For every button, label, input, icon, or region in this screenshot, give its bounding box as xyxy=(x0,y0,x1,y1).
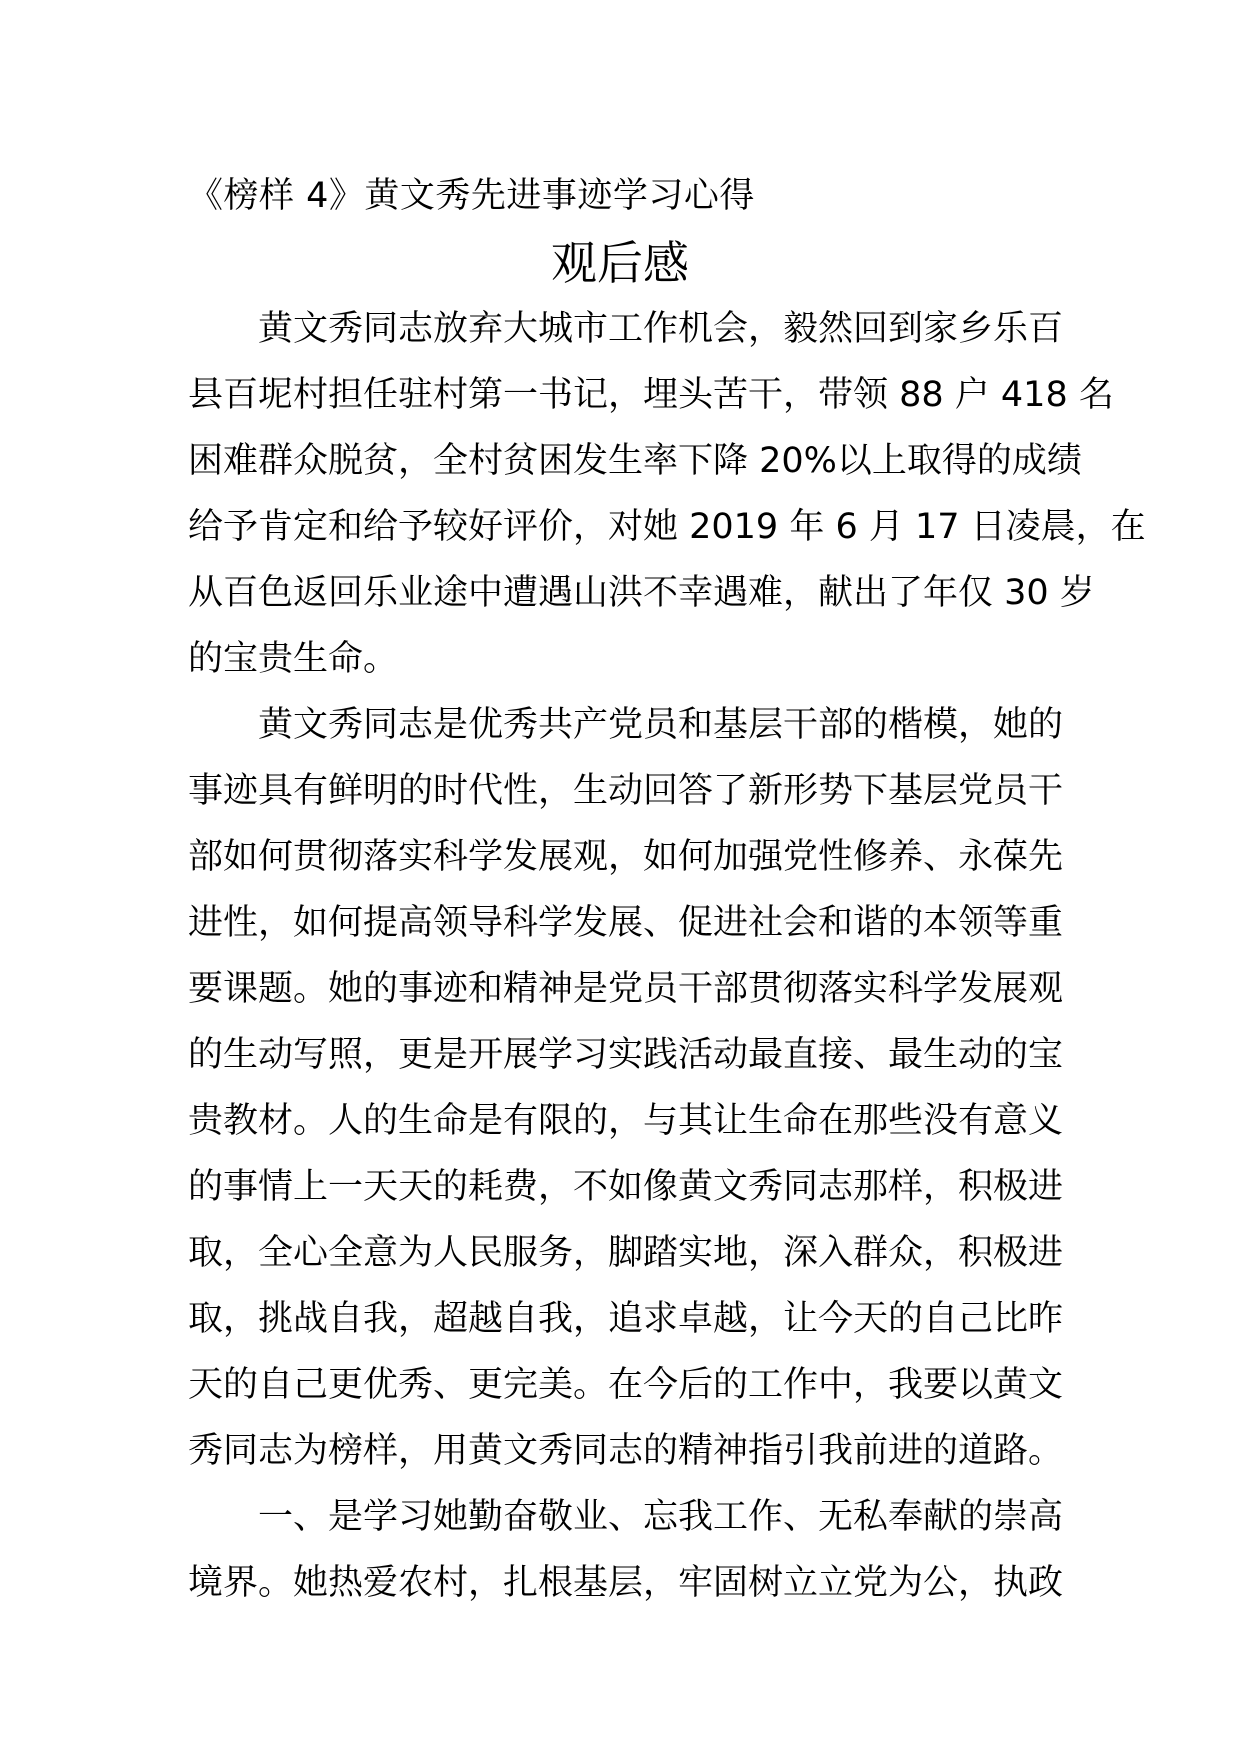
paragraph-2-line-7: 贵教材。人的生命是有限的，与其让生命在那些没有意义 xyxy=(188,1101,1064,1141)
paragraph-1-line-2: 县百坭村担任驻村第一书记，埋头苦干，带领 88 户 418 名 xyxy=(188,375,1114,415)
paragraph-2-line-4: 进性，如何提高领导科学发展、促进社会和谐的本领等重 xyxy=(188,903,1064,943)
paragraph-1-line-3: 困难群众脱贫，全村贫困发生率下降 20%以上取得的成绩 xyxy=(188,441,1082,481)
paragraph-3-line-2: 境界。她热爱农村，扎根基层，牢固树立立党为公，执政 xyxy=(188,1563,1064,1603)
document-body xyxy=(188,296,1146,1616)
paragraph-1-line-1: 黄文秀同志放弃大城市工作机会，毅然回到家乡乐百 xyxy=(258,309,1064,349)
paragraph-3-line-1: 一、是学习她勤奋敬业、忘我工作、无私奉献的崇高 xyxy=(258,1497,1064,1537)
paragraph-2-line-12: 秀同志为榜样，用黄文秀同志的精神指引我前进的道路。 xyxy=(188,1431,1064,1471)
paragraph-1-line-6: 的宝贵生命。 xyxy=(188,639,399,679)
paragraph-2-line-8: 的事情上一天天的耗费，不如像黄文秀同志那样，积极进 xyxy=(188,1167,1064,1207)
paragraph-1-line-5: 从百色返回乐业途中遭遇山洪不幸遇难，献出了年仅 30 岁 xyxy=(188,573,1095,613)
document-title-line-1: 《榜样 4》黄文秀先进事迹学习心得 xyxy=(188,176,755,216)
paragraph-2-line-5: 要课题。她的事迹和精神是党员干部贯彻落实科学发展观 xyxy=(188,969,1064,1009)
paragraph-1-line-4: 给予肯定和给予较好评价，对她 2019 年 6 月 17 日凌晨，在 xyxy=(188,507,1146,547)
document-title-line-2: 观后感 xyxy=(551,236,689,290)
paragraph-2-line-6: 的生动写照，更是开展学习实践活动最直接、最生动的宝 xyxy=(188,1035,1064,1075)
paragraph-2-line-11: 天的自己更优秀、更完美。在今后的工作中，我要以黄文 xyxy=(188,1365,1064,1405)
paragraph-2-line-3: 部如何贯彻落实科学发展观，如何加强党性修养、永葆先 xyxy=(188,837,1064,877)
paragraph-2-line-2: 事迹具有鲜明的时代性，生动回答了新形势下基层党员干 xyxy=(188,771,1064,811)
paragraph-2-line-1: 黄文秀同志是优秀共产党员和基层干部的楷模，她的 xyxy=(258,705,1064,745)
paragraph-2-line-9: 取，全心全意为人民服务，脚踏实地，深入群众，积极进 xyxy=(188,1233,1064,1273)
paragraph-2-line-10: 取，挑战自我，超越自我，追求卓越，让今天的自己比昨 xyxy=(188,1299,1064,1339)
